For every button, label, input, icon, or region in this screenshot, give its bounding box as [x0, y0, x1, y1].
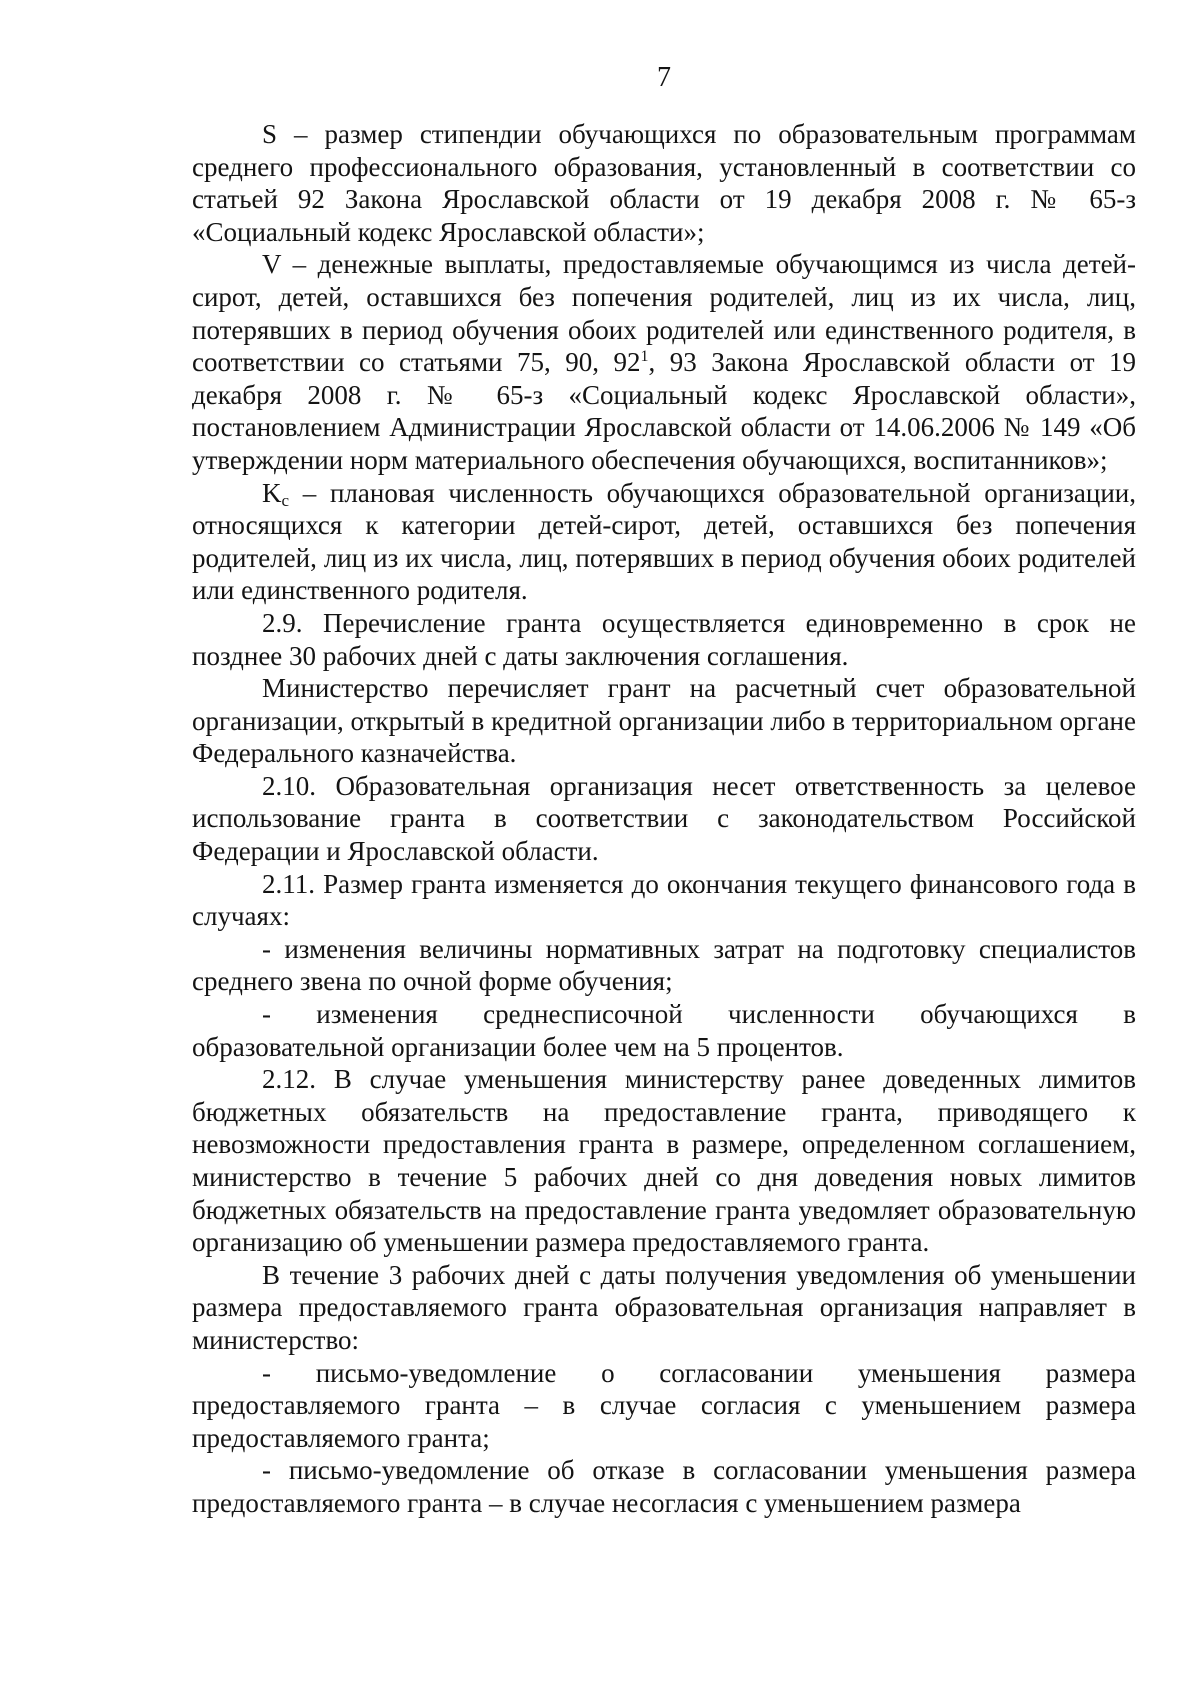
kc-symbol: K: [262, 477, 282, 508]
paragraph-v-definition: [192, 248, 1136, 476]
paragraph-2-10: 2.10. Образовательная организация несет ответственность за целевое использование гранта в соответствии с законодательством Российской Федерации и Ярославской области.: [192, 770, 1136, 867]
kc-subscript: с: [281, 490, 290, 510]
page-number: 7: [657, 62, 671, 93]
paragraph-2-9: 2.9. Перечисление гранта осуществляется единовременно в срок не позднее 30 рабочих дней с даты заключения соглашения.: [192, 607, 1136, 671]
list-item-approval-letter: - письмо-уведомление о согласовании уменьшения размера предоставляемого гранта – в случае согласия с уменьшением размера предоставляемого гранта;: [192, 1357, 1136, 1453]
document-page: [192, 0, 1136, 1697]
list-item-refusal-letter: - письмо-уведомление об отказе в согласовании уменьшения размера предоставляемого гранта – в случае несогласия с уменьшением размера: [192, 1455, 1136, 1518]
paragraph-kc-definition: [192, 477, 1136, 607]
paragraph-v-text-end: , 93 Закона Ярославской области от 19 декабря 2008 г. № 65-з «Социальный кодекс Ярославской области», постановлением Администрации Ярославской области от 14.06.2006 № 149 «Об утверждении норм материального обеспечения обучающихся, воспитанников»;: [192, 347, 1137, 475]
document-body: [192, 118, 1136, 1520]
paragraph-2-11: 2.11. Размер гранта изменяется до окончания текущего финансового года в случаях:: [192, 868, 1136, 932]
list-item-headcount-change: - изменения среднесписочной численности обучающихся в образовательной организации более чем на 5 процентов.: [192, 999, 1136, 1062]
paragraph-v-text-start: V – денежные выплаты, предоставляемые обучающимся из числа детей-сирот, детей, оставшихся без попечения родителей, лиц из их числа, лиц, потерявших в период обучения обоих родителей или единственного родителя, в соответствии со статьями 75, 90, 92: [192, 249, 1136, 378]
paragraph-ministry-transfer: Министерство перечисляет грант на расчетный счет образовательной организации, открытый в кредитной организации либо в территориальном органе Федерального казначейства.: [192, 673, 1136, 769]
paragraph-s-definition: S – размер стипендии обучающихся по образовательным программам среднего профессионального образования, установленный в соответствии со статьей 92 Закона Ярославской области от 19 декабря 2008 г. № 65-з «Социальный кодекс Ярославской области»;: [192, 119, 1136, 247]
list-item-normative-costs: - изменения величины нормативных затрат на подготовку специалистов среднего звена по очной форме обучения;: [192, 933, 1136, 997]
paragraph-kc-text: – плановая численность обучающихся образовательной организации, относящихся к категории детей-сирот, детей, оставшихся без попечения родителей, лиц из их числа, лиц, потерявших в период обучения обоих родителей или единственного родителя.: [192, 477, 1136, 606]
paragraph-2-12: 2.12. В случае уменьшения министерству ранее доведенных лимитов бюджетных обязательств на предоставление гранта, приводящего к невозможности предоставления гранта в размере, определенном соглашением, министерство в течение 5 рабочих дней со дня доведения новых лимитов бюджетных обязательств на предоставление гранта уведомляет образовательную организацию об уменьшении размера предоставляемого гранта.: [192, 1064, 1136, 1258]
footnote-superscript: 1: [640, 348, 649, 366]
paragraph-three-days: В течение 3 рабочих дней с даты получения уведомления об уменьшении размера предоставляемого гранта образовательная организация направляет в министерство:: [192, 1259, 1136, 1355]
